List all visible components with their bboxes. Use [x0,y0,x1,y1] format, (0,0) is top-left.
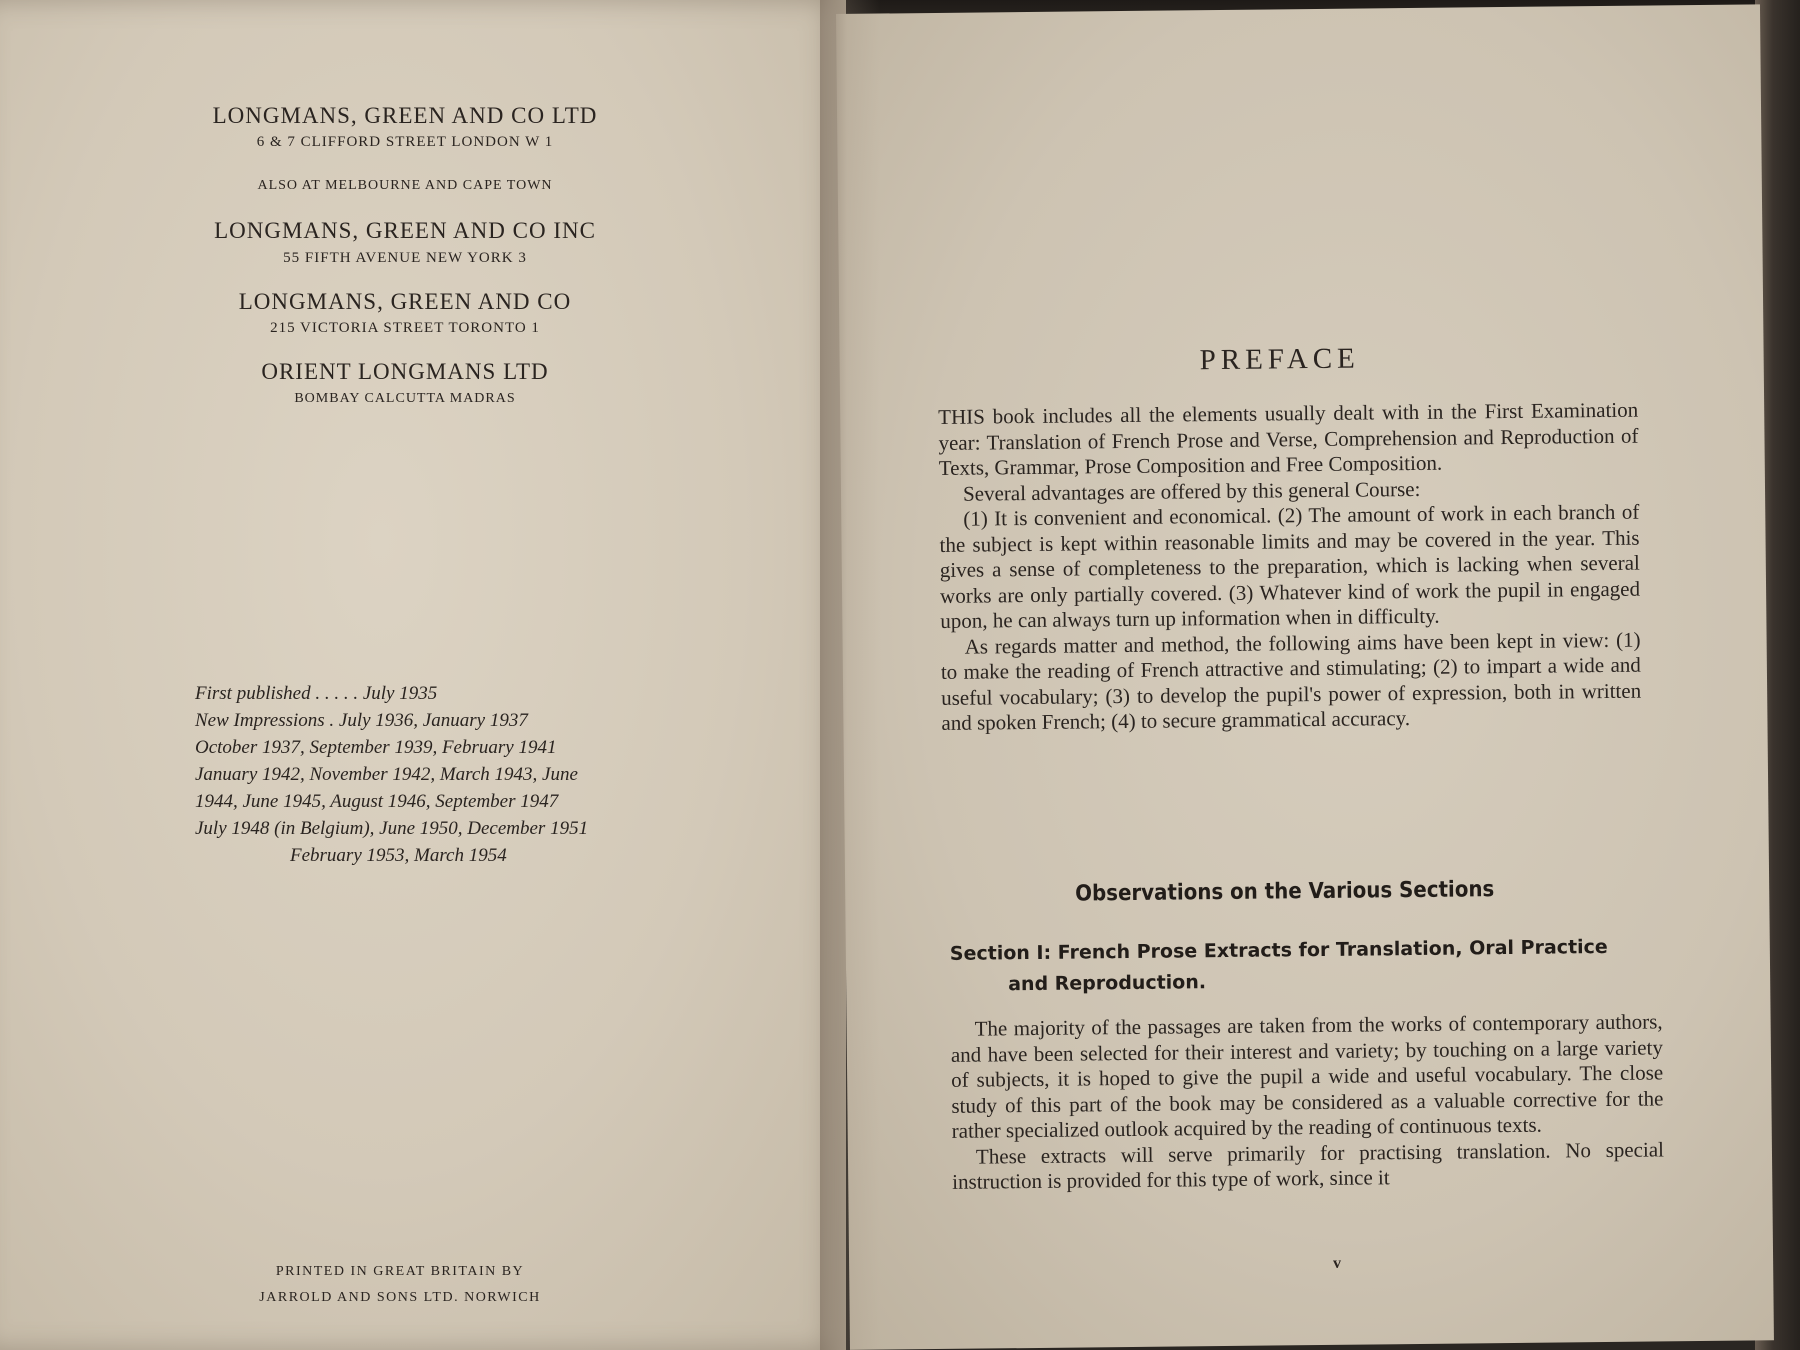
section-paragraph-1: The majority of the passages are taken from the works of contemporary authors, and have been selected for their interest and variety; by touching on a large variety of subjects, it is hoped to give the pupil a wide and useful vocabulary. The close study of this part of the book may be considered as a valuable corrective for the rather specialized outlook acquired by the reading of continuous texts. [950,1009,1664,1143]
history-line-4: January 1942, November 1942, March 1943, June [195,764,578,785]
history-line-5: 1944, June 1945, August 1946, September 1947 [195,791,559,812]
history-line-7: February 1953, March 1954 [290,845,507,866]
right-page [836,4,1774,1350]
history-line-3: October 1937, September 1939, February 1941 [195,737,557,758]
advantages-lead: Several advantages are offered by this general Course: [962,476,1421,506]
left-page [0,0,846,1350]
publisher-name-toronto: LONGMANS, GREEN AND CO [238,289,572,314]
history-line-2: New Impressions . July 1936, January 1937 [195,710,528,731]
publisher-name-orient: ORIENT LONGMANS LTD [261,359,549,384]
preface-body [938,398,1641,737]
advantages-paragraph: (1) It is convenient and economical. (2) The amount of work in each branch of the subject is kept within reasonable limits and may be covered in the year. This gives a sense of completeness to the preparation, which is lacking when several works are only partially covered. (3) Whatever kind of work the pupil in engaged upon, he can always turn up information when in difficulty. [939,499,1641,633]
publisher-name-newyork: LONGMANS, GREEN AND CO INC [214,218,596,243]
publisher-address-london: 6 & 7 CLIFFORD STREET LONDON W 1 [256,134,554,150]
aims-paragraph: As regards matter and method, the following aims have been kept in view: (1) to make the reading of French attractive and stimulating; (2) to impart a wide and useful vocabulary; (3) to develop the pupil's power of expression, both in written and spoken French; (4) to secure grammatical accuracy. [940,627,1642,735]
publisher-address-newyork: 55 FIFTH AVENUE NEW YORK 3 [283,250,527,266]
page-number: v [1333,1254,1342,1272]
section-heading-line-2: and Reproduction. [1008,971,1207,996]
section-paragraph-2: These extracts will serve primarily for practising translation. No special instruction is provided for this type of work, since it [952,1136,1665,1194]
history-line-1: First published . . . . . July 1935 [195,683,438,704]
publisher-branches: ALSO AT MELBOURNE AND CAPE TOWN [257,178,553,193]
section-heading-line-1: Section I: French Prose Extracts for Translation, Oral Practice [949,935,1608,965]
section-body [951,1009,1665,1195]
printer-line-1: PRINTED IN GREAT BRITAIN BY [275,1264,525,1279]
preface-intro: THIS book includes all the elements usually dealt with in the First Examination year: Translation of French Prose and Verse, Comprehension and Reproduction of Texts, Grammar, Prose Composition and Free Composition. [938,397,1639,480]
printer-line-2: JARROLD AND SONS LTD. NORWICH [259,1290,541,1305]
history-line-6: July 1948 (in Belgium), June 1950, December 1951 [195,818,589,839]
publisher-name-london: LONGMANS, GREEN AND CO LTD [212,103,598,128]
observations-heading: Observations on the Various Sections [1075,877,1495,907]
publisher-address-toronto: 215 VICTORIA STREET TORONTO 1 [270,320,540,336]
preface-title: PREFACE [1199,342,1360,377]
section-heading [950,931,1671,1001]
book-gutter [820,0,880,1350]
publisher-address-orient: BOMBAY CALCUTTA MADRAS [294,391,516,406]
